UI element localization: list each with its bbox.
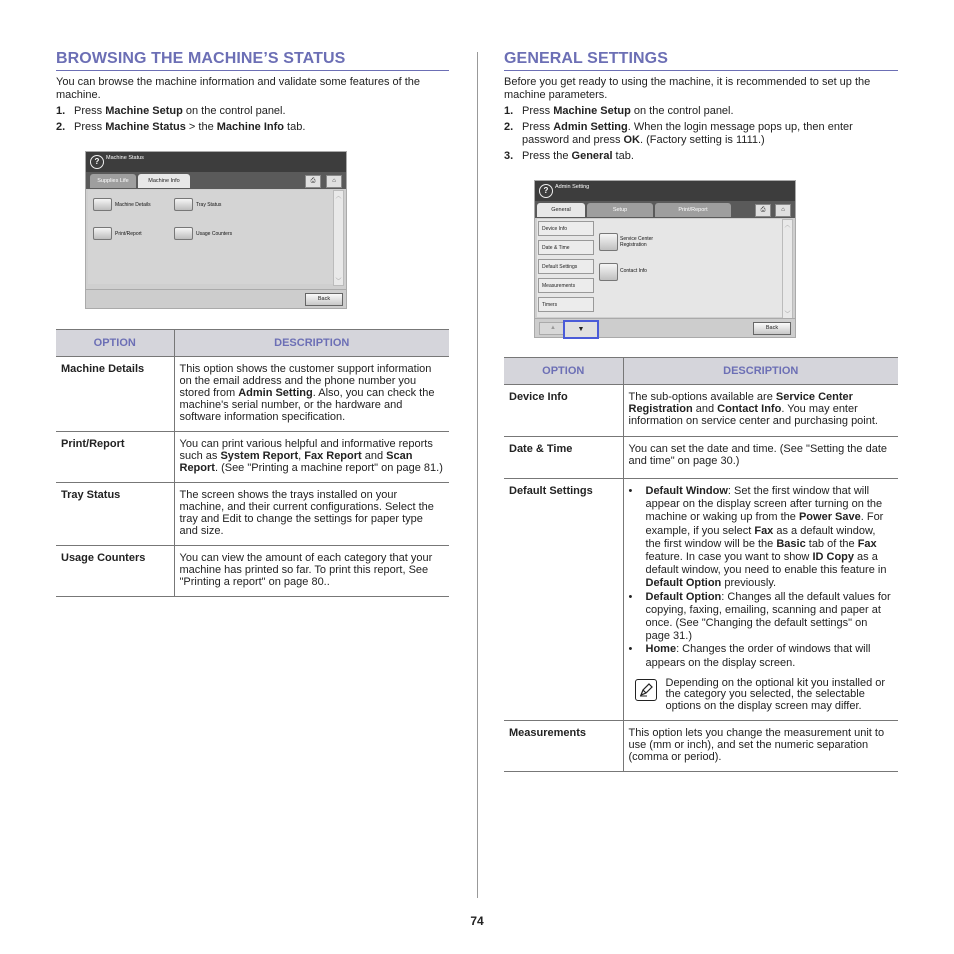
scroll-down-icon[interactable]: ﹀ bbox=[784, 312, 791, 318]
screen-tabs bbox=[86, 172, 346, 189]
tab-machine-info[interactable]: Machine Info bbox=[138, 174, 190, 188]
section-heading: BROWSING THE MACHINE’S STATUS bbox=[56, 50, 449, 71]
service-center-registration-label: Service Center Registration bbox=[620, 236, 654, 248]
description-cell: You can set the date and time. (See "Setting the date and time" on page 30.) bbox=[623, 437, 898, 479]
general-settings-table bbox=[504, 357, 898, 772]
description-cell: This option shows the customer support information on the email address and the phone number you stored from Admin Setting. Also, you can check the machine's serial number, or the hardware and software information specification. bbox=[174, 357, 449, 432]
tray-status-option[interactable]: Tray Status bbox=[174, 198, 221, 211]
description-header: DESCRIPTION bbox=[623, 358, 898, 385]
step-item: 1. Press Machine Setup on the control panel. bbox=[56, 105, 286, 117]
description-cell: This option lets you change the measurement unit to use (mm or inch), and set the numeric separation (comma or period). bbox=[623, 721, 898, 772]
screen-title: Machine Status bbox=[106, 155, 144, 161]
admin-setting-screenshot bbox=[534, 180, 796, 338]
option-header: OPTION bbox=[504, 358, 623, 385]
arrow-down-icon[interactable]: ▼ bbox=[563, 320, 599, 339]
side-timers[interactable]: Timers bbox=[538, 297, 594, 312]
print-icon[interactable]: ⎙ bbox=[755, 204, 771, 217]
column-divider bbox=[477, 52, 478, 898]
screen-footer bbox=[86, 289, 346, 308]
scrollbar[interactable] bbox=[782, 219, 793, 319]
description-cell: The screen shows the trays installed on your machine, and their current configurations. Select the tray and Edit to change the settings for paper type and size. bbox=[174, 483, 449, 546]
scroll-up-icon[interactable]: ︿ bbox=[784, 223, 791, 229]
tab-setup[interactable]: Setup bbox=[587, 203, 653, 217]
side-measurements[interactable]: Measurements bbox=[538, 278, 594, 293]
service-center-registration-button[interactable] bbox=[599, 233, 618, 251]
back-button[interactable]: Back bbox=[305, 293, 343, 306]
note-text: Depending on the optional kit you installed or the category you selected, the selectable options on the display screen may differ. bbox=[665, 676, 886, 712]
screen-titlebar bbox=[535, 181, 795, 201]
description-cell: You can view the amount of each category that your machine has printed so far. To print this report, See "Printing a report" on page 80.. bbox=[174, 546, 449, 597]
tab-supplies-life[interactable]: Supplies Life bbox=[90, 174, 136, 188]
screen-titlebar bbox=[86, 152, 346, 172]
side-device-info[interactable]: Device Info bbox=[538, 221, 594, 236]
description-header: DESCRIPTION bbox=[174, 330, 449, 357]
option-cell: Machine Details bbox=[56, 357, 174, 432]
option-button[interactable] bbox=[93, 198, 112, 211]
option-button[interactable] bbox=[174, 227, 193, 240]
note-pencil-icon bbox=[635, 679, 657, 701]
option-cell: Print/Report bbox=[56, 432, 174, 483]
usage-counters-option[interactable]: Usage Counters bbox=[174, 227, 232, 240]
machine-details-option[interactable]: Machine Details bbox=[93, 198, 151, 211]
machine-status-screenshot bbox=[85, 151, 347, 309]
table-row bbox=[56, 432, 449, 483]
option-cell: Date & Time bbox=[504, 437, 623, 479]
list-item: • Default Window: Set the first window that will appear on the display screen after turning on the machine or waking up from the Power Save. For example, if you select Fax as a default window, the first window will be the Basic tab of the Fax feature. In case you want to show ID Copy as a default window, you need to enable this feature in Default Option previously. bbox=[629, 485, 894, 591]
option-button[interactable] bbox=[174, 198, 193, 211]
bullet-list bbox=[629, 485, 894, 670]
tab-print-report[interactable]: Print/Report bbox=[655, 203, 731, 217]
scrollbar[interactable] bbox=[333, 190, 344, 286]
print-report-option[interactable]: Print/Report bbox=[93, 227, 142, 240]
step-item: 2. Press Admin Setting. When the login message pops up, then enter password and press OK. (Factory setting is 1111.) bbox=[504, 121, 853, 146]
screen-body bbox=[88, 190, 334, 284]
list-item: • Default Option: Changes all the default values for copying, faxing, emailing, scanning and paper at once. (See "Changing the default settings" on page 31.) bbox=[629, 591, 894, 644]
table-row bbox=[504, 437, 898, 479]
general-settings-section bbox=[504, 50, 898, 163]
steps-list bbox=[504, 105, 898, 163]
scroll-down-icon[interactable]: ﹀ bbox=[335, 279, 342, 285]
arrow-up-icon[interactable]: ▲ bbox=[539, 322, 567, 335]
intro-text: You can browse the machine information and validate some features of the machine. bbox=[56, 76, 421, 101]
screen-title: Admin Setting bbox=[555, 184, 590, 190]
browsing-section bbox=[56, 50, 449, 134]
back-button[interactable]: Back bbox=[753, 322, 791, 335]
option-cell: Tray Status bbox=[56, 483, 174, 546]
help-icon[interactable]: ? bbox=[539, 184, 553, 198]
table-header-row bbox=[56, 330, 449, 357]
option-cell: Default Settings bbox=[504, 479, 623, 721]
tab-general[interactable]: General bbox=[537, 203, 585, 217]
contact-info-button[interactable] bbox=[599, 263, 618, 281]
section-heading: GENERAL SETTINGS bbox=[504, 50, 898, 71]
page-number: 74 bbox=[470, 914, 484, 928]
step-item: 2. Press Machine Status > the Machine Info tab. bbox=[56, 121, 306, 133]
option-cell: Measurements bbox=[504, 721, 623, 772]
option-cell: Usage Counters bbox=[56, 546, 174, 597]
table-row bbox=[56, 546, 449, 597]
screen-body bbox=[537, 219, 783, 317]
side-date-time[interactable]: Date & Time bbox=[538, 240, 594, 255]
option-header: OPTION bbox=[56, 330, 174, 357]
machine-status-table bbox=[56, 329, 449, 597]
scroll-up-icon[interactable]: ︿ bbox=[335, 194, 342, 200]
steps-list bbox=[56, 105, 449, 134]
table-row bbox=[56, 483, 449, 546]
side-default-settings[interactable]: Default Settings bbox=[538, 259, 594, 274]
table-row bbox=[56, 357, 449, 432]
description-cell: You can print various helpful and informative reports such as System Report, Fax Report and Scan Report. (See "Printing a machine report" on page 81.) bbox=[174, 432, 449, 483]
home-icon[interactable]: ⌂ bbox=[326, 175, 342, 188]
option-cell: Device Info bbox=[504, 385, 623, 437]
description-cell: The sub-options available are Service Center Registration and Contact Info. You may enter information on service center and purchasing point. bbox=[623, 385, 898, 437]
screen-tabs bbox=[535, 201, 795, 218]
note-box bbox=[629, 678, 894, 713]
help-icon[interactable]: ? bbox=[90, 155, 104, 169]
step-item: 1. Press Machine Setup on the control panel. bbox=[504, 105, 734, 117]
step-item: 3. Press the General tab. bbox=[504, 150, 634, 162]
description-cell bbox=[623, 479, 898, 721]
list-item: • Home: Changes the order of windows that will appears on the display screen. bbox=[629, 643, 894, 669]
intro-text: Before you get ready to using the machine, it is recommended to set up the machine parameters. bbox=[504, 76, 871, 101]
option-button[interactable] bbox=[93, 227, 112, 240]
print-icon[interactable]: ⎙ bbox=[305, 175, 321, 188]
screen-footer bbox=[535, 318, 795, 337]
home-icon[interactable]: ⌂ bbox=[775, 204, 791, 217]
table-row bbox=[504, 385, 898, 437]
table-row bbox=[504, 721, 898, 772]
table-row bbox=[504, 479, 898, 721]
table-header-row bbox=[504, 358, 898, 385]
contact-info-label: Contact Info bbox=[620, 268, 647, 274]
